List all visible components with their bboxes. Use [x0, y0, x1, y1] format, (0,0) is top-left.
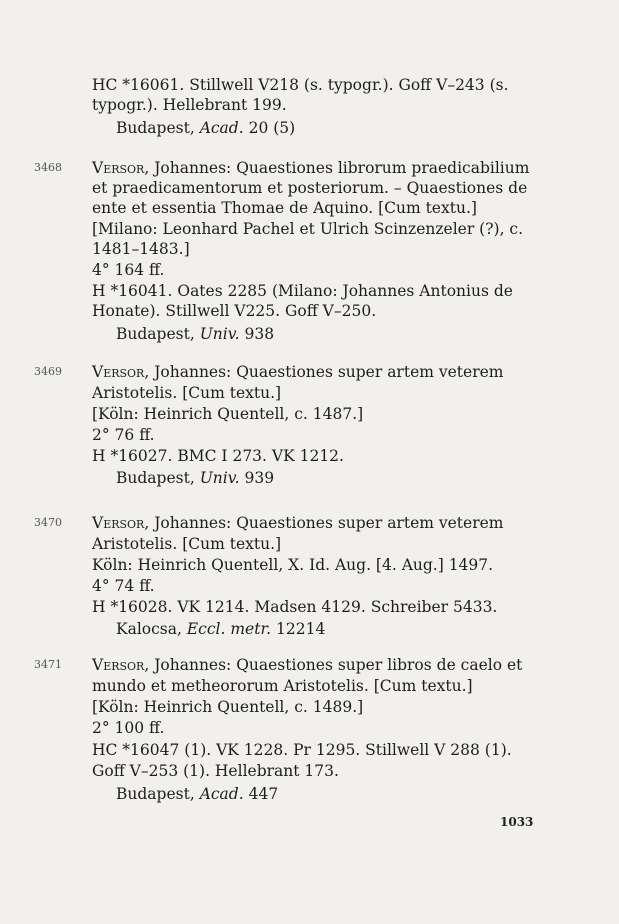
- entry-references: H *16027. BMC I 273. VK 1212.: [92, 447, 344, 465]
- entry-number: 3469: [34, 365, 62, 378]
- entry-format: 2° 100 ff.: [92, 719, 165, 737]
- entry-number: 3468: [34, 161, 62, 174]
- holding-location: Budapest, Univ. 939: [116, 469, 275, 487]
- entry-references: HC *16047 (1). VK 1228. Pr 1295. Stillwell V 288 (1).: [92, 741, 512, 759]
- entry-line: 1481–1483.]: [92, 240, 190, 258]
- entry-heading: Versor, Johannes: Quaestiones super artem veterem: [92, 363, 504, 381]
- entry-references: Goff V–253 (1). Hellebrant 173.: [92, 762, 339, 780]
- entry-line: ente et essentia Thomae de Aquino. [Cum textu.]: [92, 199, 477, 217]
- entry-line: Aristotelis. [Cum textu.]: [92, 535, 282, 553]
- entry-number: 3470: [34, 516, 62, 529]
- entry-line: HC *16061. Stillwell V218 (s. typogr.). Goff V–243 (s.: [92, 76, 509, 94]
- holding-location: Kalocsa, Eccl. metr. 12214: [116, 620, 326, 638]
- entry-heading: Versor, Johannes: Quaestiones librorum praedicabilium: [92, 159, 530, 177]
- entry-line: [Köln: Heinrich Quentell, c. 1487.]: [92, 405, 364, 423]
- entry-line: Aristotelis. [Cum textu.]: [92, 384, 282, 402]
- entry-references: H *16028. VK 1214. Madsen 4129. Schreiber 5433.: [92, 598, 498, 616]
- entry-heading: Versor, Johannes: Quaestiones super libros de caelo et: [92, 656, 523, 674]
- entry-format: 4° 74 ff.: [92, 577, 155, 595]
- entry-line: [Milano: Leonhard Pachel et Ulrich Scinzenzeler (?), c.: [92, 220, 524, 238]
- holding-location: Budapest, Acad. 20 (5): [116, 119, 296, 137]
- entry-heading: Versor, Johannes: Quaestiones super artem veterem: [92, 514, 504, 532]
- holding-location: Budapest, Acad. 447: [116, 785, 279, 803]
- entry-line: Köln: Heinrich Quentell, X. Id. Aug. [4. Aug.] 1497.: [92, 556, 494, 574]
- holding-location: Budapest, Univ. 938: [116, 325, 275, 343]
- entry-number: 3471: [34, 658, 62, 671]
- entry-line: et praedicamentorum et posteriorum. – Quaestiones de: [92, 179, 528, 197]
- entry-references: Honate). Stillwell V225. Goff V–250.: [92, 302, 377, 320]
- entry-format: 2° 76 ff.: [92, 426, 155, 444]
- entry-line: [Köln: Heinrich Quentell, c. 1489.]: [92, 698, 364, 716]
- page-number: 1033: [500, 815, 534, 829]
- entry-format: 4° 164 ff.: [92, 261, 165, 279]
- entry-references: H *16041. Oates 2285 (Milano: Johannes Antonius de: [92, 282, 513, 300]
- entry-line: typogr.). Hellebrant 199.: [92, 96, 287, 114]
- entry-line: mundo et metheororum Aristotelis. [Cum textu.]: [92, 677, 473, 695]
